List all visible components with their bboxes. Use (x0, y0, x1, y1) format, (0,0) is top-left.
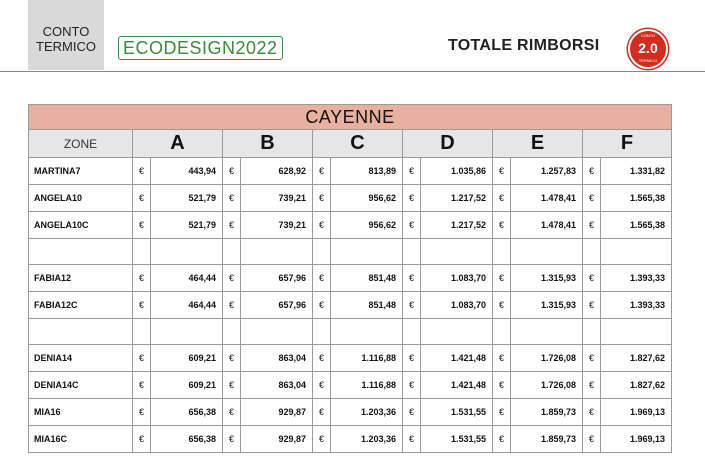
currency-symbol: € (223, 185, 241, 212)
zone-label: ZONE (29, 130, 133, 158)
rimborso-value: 739,21 (241, 212, 313, 239)
model-name: ANGELA10 (29, 185, 133, 212)
rimborso-value: 1.035,86 (421, 158, 493, 185)
empty-cell (493, 239, 511, 265)
empty-cell (313, 239, 331, 265)
zone-header-f: F (583, 130, 672, 158)
rimborso-value: 851,48 (331, 292, 403, 319)
currency-symbol: € (223, 265, 241, 292)
empty-cell (331, 239, 403, 265)
table-row (29, 212, 672, 239)
model-name: DENIA14 (29, 345, 133, 372)
currency-symbol: € (403, 372, 421, 399)
currency-symbol: € (313, 185, 331, 212)
page-header (0, 0, 705, 72)
currency-symbol: € (223, 426, 241, 453)
table-row (29, 158, 672, 185)
currency-symbol: € (223, 292, 241, 319)
currency-symbol: € (583, 265, 601, 292)
currency-symbol: € (493, 292, 511, 319)
rimborso-value: 609,21 (151, 345, 223, 372)
empty-cell (511, 319, 583, 345)
currency-symbol: € (313, 345, 331, 372)
empty-cell (241, 239, 313, 265)
currency-symbol: € (223, 212, 241, 239)
empty-cell (133, 239, 151, 265)
rimborso-value: 1.116,88 (331, 372, 403, 399)
table-row (29, 265, 672, 292)
rimborso-value: 1.478,41 (511, 185, 583, 212)
conto-line1: CONTO (42, 24, 90, 39)
currency-symbol: € (583, 185, 601, 212)
rimborso-value: 1.393,33 (601, 265, 672, 292)
currency-symbol: € (403, 292, 421, 319)
currency-symbol: € (223, 399, 241, 426)
currency-symbol: € (133, 185, 151, 212)
empty-cell (511, 239, 583, 265)
table-row (29, 292, 672, 319)
rimborso-value: 443,94 (151, 158, 223, 185)
currency-symbol: € (133, 399, 151, 426)
currency-symbol: € (133, 212, 151, 239)
empty-cell (151, 319, 223, 345)
currency-symbol: € (493, 265, 511, 292)
rimborso-value: 1.217,52 (421, 185, 493, 212)
conto-termico-label (28, 0, 104, 70)
table-row (29, 345, 672, 372)
badge-bottom-text: TERMICO (638, 58, 658, 63)
currency-symbol: € (583, 292, 601, 319)
spacer-row (29, 319, 672, 345)
currency-symbol: € (313, 426, 331, 453)
rimborso-value: 1.257,83 (511, 158, 583, 185)
rimborso-value: 1.827,62 (601, 345, 672, 372)
rimborso-value: 628,92 (241, 158, 313, 185)
currency-symbol: € (403, 265, 421, 292)
rimborso-value: 1.203,36 (331, 399, 403, 426)
empty-cell (133, 319, 151, 345)
currency-symbol: € (583, 426, 601, 453)
table-row (29, 426, 672, 453)
table-row (29, 399, 672, 426)
currency-symbol: € (493, 185, 511, 212)
empty-cell (421, 239, 493, 265)
rimborso-value: 851,48 (331, 265, 403, 292)
rimborso-value: 813,89 (331, 158, 403, 185)
model-name: DENIA14C (29, 372, 133, 399)
currency-symbol: € (583, 212, 601, 239)
rimborso-value: 863,04 (241, 345, 313, 372)
page-title: TOTALE RIMBORSI (448, 37, 600, 54)
empty-cell (601, 319, 672, 345)
currency-symbol: € (493, 426, 511, 453)
table-title: CAYENNE (29, 105, 672, 130)
empty-cell (583, 239, 601, 265)
currency-symbol: € (313, 212, 331, 239)
rimborso-value: 1.421,48 (421, 345, 493, 372)
rimborso-value: 656,38 (151, 426, 223, 453)
currency-symbol: € (493, 399, 511, 426)
rimborso-value: 929,87 (241, 426, 313, 453)
currency-symbol: € (403, 345, 421, 372)
table-row (29, 372, 672, 399)
rimborso-value: 1.315,93 (511, 265, 583, 292)
empty-cell (403, 319, 421, 345)
empty-cell (241, 319, 313, 345)
rimborso-value: 656,38 (151, 399, 223, 426)
rimborso-value: 657,96 (241, 292, 313, 319)
rimborso-value: 1.565,38 (601, 185, 672, 212)
rimborso-value: 1.969,13 (601, 399, 672, 426)
rimborso-value: 1.331,82 (601, 158, 672, 185)
rimborso-value: 1.315,93 (511, 292, 583, 319)
currency-symbol: € (133, 265, 151, 292)
rimborso-value: 521,79 (151, 185, 223, 212)
conto-termico-badge-icon (628, 29, 668, 69)
model-name: MIA16C (29, 426, 133, 453)
rimborso-value: 956,62 (331, 185, 403, 212)
rimborso-value: 929,87 (241, 399, 313, 426)
empty-cell (403, 239, 421, 265)
currency-symbol: € (223, 345, 241, 372)
currency-symbol: € (493, 372, 511, 399)
currency-symbol: € (133, 426, 151, 453)
zone-header-d: D (403, 130, 493, 158)
rimborso-value: 1.565,38 (601, 212, 672, 239)
badge-value: 2.0 (638, 40, 658, 56)
currency-symbol: € (133, 372, 151, 399)
table-row (29, 185, 672, 212)
empty-cell (313, 319, 331, 345)
model-name: FABIA12 (29, 265, 133, 292)
zone-header-c: C (313, 130, 403, 158)
ecodesign-logo: ECODESIGN2022 (118, 36, 283, 60)
rimborso-value: 1.116,88 (331, 345, 403, 372)
currency-symbol: € (403, 426, 421, 453)
rimborso-value: 464,44 (151, 265, 223, 292)
currency-symbol: € (403, 212, 421, 239)
rimborso-value: 1.859,73 (511, 399, 583, 426)
rimborso-value: 739,21 (241, 185, 313, 212)
rimborso-value: 1.083,70 (421, 265, 493, 292)
currency-symbol: € (313, 292, 331, 319)
rimborso-value: 1.726,08 (511, 372, 583, 399)
rimborso-value: 1.083,70 (421, 292, 493, 319)
rimborso-value: 1.478,41 (511, 212, 583, 239)
empty-cell (29, 319, 133, 345)
empty-cell (583, 319, 601, 345)
model-name: ANGELA10C (29, 212, 133, 239)
rimborso-value: 1.531,55 (421, 426, 493, 453)
rimborso-value: 521,79 (151, 212, 223, 239)
spacer-row (29, 239, 672, 265)
conto-line2: TERMICO (36, 39, 96, 54)
rimborso-value: 1.726,08 (511, 345, 583, 372)
rimborso-value: 464,44 (151, 292, 223, 319)
zone-header-a: A (133, 130, 223, 158)
currency-symbol: € (313, 399, 331, 426)
currency-symbol: € (583, 158, 601, 185)
rimborso-value: 1.859,73 (511, 426, 583, 453)
zone-header-b: B (223, 130, 313, 158)
currency-symbol: € (403, 399, 421, 426)
empty-cell (223, 319, 241, 345)
currency-symbol: € (313, 265, 331, 292)
empty-cell (421, 319, 493, 345)
rimborsi-table (28, 104, 672, 453)
rimborso-value: 863,04 (241, 372, 313, 399)
currency-symbol: € (223, 372, 241, 399)
currency-symbol: € (403, 158, 421, 185)
currency-symbol: € (313, 158, 331, 185)
rimborso-value: 1.203,36 (331, 426, 403, 453)
empty-cell (151, 239, 223, 265)
zone-header-row (29, 130, 672, 158)
rimborso-value: 1.217,52 (421, 212, 493, 239)
empty-cell (493, 319, 511, 345)
rimborso-value: 956,62 (331, 212, 403, 239)
currency-symbol: € (403, 185, 421, 212)
currency-symbol: € (493, 158, 511, 185)
currency-symbol: € (583, 345, 601, 372)
currency-symbol: € (493, 345, 511, 372)
currency-symbol: € (223, 158, 241, 185)
currency-symbol: € (583, 372, 601, 399)
currency-symbol: € (133, 292, 151, 319)
rimborso-value: 1.969,13 (601, 426, 672, 453)
table-title-row (29, 105, 672, 130)
zone-header-e: E (493, 130, 583, 158)
model-name: MARTINA7 (29, 158, 133, 185)
badge-top-text: CONTO (640, 33, 656, 38)
rimborso-value: 1.393,33 (601, 292, 672, 319)
empty-cell (331, 319, 403, 345)
rimborso-value: 1.827,62 (601, 372, 672, 399)
rimborso-value: 1.531,55 (421, 399, 493, 426)
empty-cell (223, 239, 241, 265)
empty-cell (601, 239, 672, 265)
rimborso-value: 1.421,48 (421, 372, 493, 399)
currency-symbol: € (493, 212, 511, 239)
currency-symbol: € (313, 372, 331, 399)
currency-symbol: € (133, 345, 151, 372)
currency-symbol: € (583, 399, 601, 426)
header-divider (0, 71, 705, 72)
rimborso-value: 657,96 (241, 265, 313, 292)
model-name: FABIA12C (29, 292, 133, 319)
currency-symbol: € (133, 158, 151, 185)
empty-cell (29, 239, 133, 265)
model-name: MIA16 (29, 399, 133, 426)
rimborso-value: 609,21 (151, 372, 223, 399)
